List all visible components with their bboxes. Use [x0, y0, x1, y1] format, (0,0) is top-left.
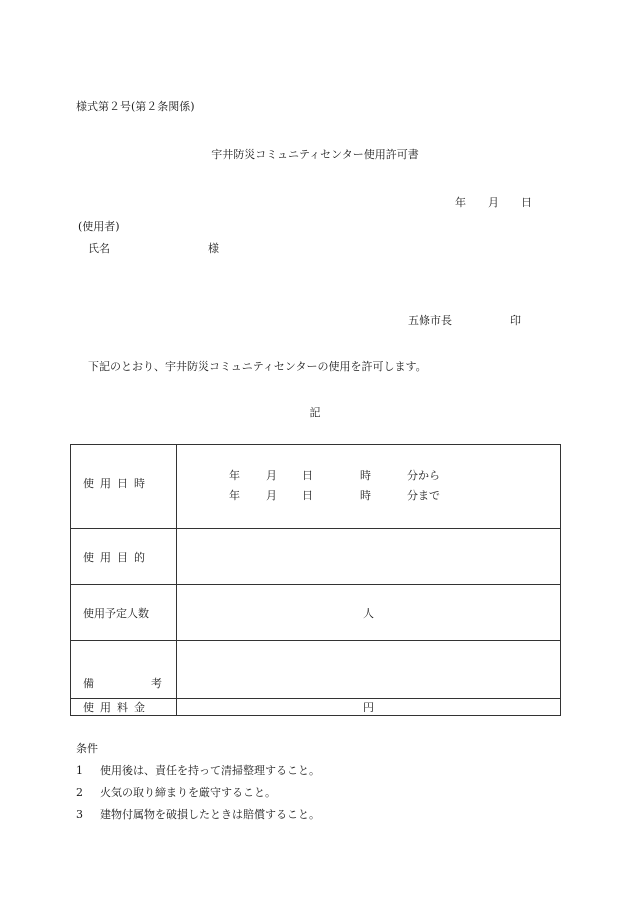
document-title: 宇井防災コミュニティセンター使用許可書: [211, 148, 419, 161]
issuer: [408, 312, 521, 328]
issuer-title: 五條市長: [408, 314, 452, 327]
user-label: (使用者): [78, 220, 120, 233]
table-row-fee: [71, 699, 561, 716]
remarks-value: [177, 641, 561, 699]
remarks-label: 備 考: [71, 641, 177, 699]
name-label: 氏名: [88, 242, 110, 255]
issue-date: [455, 194, 532, 210]
purpose-label: 使用目的: [71, 529, 177, 585]
ki-heading: 記: [309, 406, 321, 419]
table-row-purpose: [71, 529, 561, 585]
seal-mark: 印: [510, 314, 521, 327]
conditions-title: 条件: [76, 742, 98, 755]
permit-table: [70, 444, 561, 716]
condition-item: 2 火気の取り締まりを厳守すること。: [76, 786, 276, 799]
table-row-count: [71, 585, 561, 641]
name-row: [88, 240, 219, 256]
fee-label: 使用料金: [71, 699, 177, 716]
intro-text: 下記のとおり、宇井防災コミュニティセンターの使用を許可します。: [88, 360, 427, 373]
form-reference: 様式第２号(第２条関係): [76, 100, 195, 113]
table-row-remarks: [71, 641, 561, 699]
condition-item: 1 使用後は、責任を持って清掃整理すること。: [76, 764, 320, 777]
expected-count-value: 人: [177, 585, 561, 641]
table-row-datetime: [71, 445, 561, 529]
usage-datetime-value: [177, 445, 561, 529]
fee-value: 円: [177, 699, 561, 716]
usage-datetime-label: 使用日時: [71, 445, 177, 529]
date-month: 月: [488, 196, 499, 209]
purpose-value: [177, 529, 561, 585]
condition-item: 3 建物付属物を破損したときは賠償すること。: [76, 808, 320, 821]
date-day: 日: [521, 196, 532, 209]
expected-count-label: 使用予定人数: [71, 585, 177, 641]
datetime-from-line: 年 月 日 時 分から: [229, 468, 440, 482]
honorific: 様: [208, 242, 219, 255]
date-year: 年: [455, 196, 466, 209]
datetime-to-line: 年 月 日 時 分まで: [229, 488, 440, 502]
